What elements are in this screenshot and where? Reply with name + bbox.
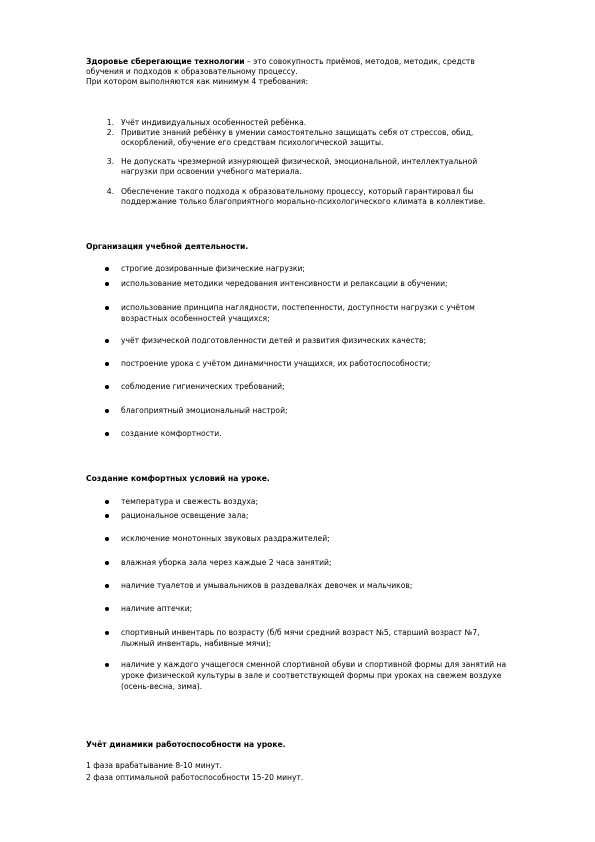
bullet-icon <box>105 306 109 310</box>
bullet-icon <box>105 537 109 541</box>
list-item: наличие туалетов и умывальников в раздевалках девочек и мальчиков; <box>121 581 413 590</box>
list-item: влажная уборка зала через каждые 2 часа занятий; <box>121 558 332 567</box>
requirement-text: Обеспечение такого подхода к образовательному процессу, который гарантировал бы <box>121 187 474 196</box>
bullet-icon <box>105 267 109 271</box>
requirement-number: 2. <box>106 128 114 137</box>
bullet-icon <box>105 409 109 413</box>
list-item: создание комфортности. <box>121 429 222 438</box>
bullet-icon <box>105 385 109 389</box>
bullet-icon <box>105 584 109 588</box>
intro-line-3: При котором выполняются как минимум 4 требования: <box>86 77 309 86</box>
section-heading-comfort: Создание комфортных условий на уроке. <box>86 474 270 483</box>
list-item: спортивный инвентарь по возрасту (б/б мячи средний возраст №5, старший возраст №7, <box>121 628 480 637</box>
list-item-continuation: уроке физической культуры в зале и соответствующей формы при уроках на свежем воздухе <box>121 671 502 680</box>
list-item: учёт физической подготовленности детей и развития физических качеств; <box>121 336 427 345</box>
requirement-number: 1. <box>106 118 114 127</box>
list-item: температура и свежесть воздуха; <box>121 497 259 506</box>
requirement-text: поддержание только благоприятного морально-психологического климата в коллективе. <box>121 197 486 206</box>
section-heading-dynamics: Учёт динамики работоспособности на уроке. <box>86 740 286 749</box>
bullet-icon <box>105 362 109 366</box>
list-item-continuation: возрастных особенностей учащихся; <box>121 314 270 323</box>
list-item: рациональное освещение зала; <box>121 511 249 520</box>
requirement-text: нагрузки при освоении учебного материала. <box>121 167 302 176</box>
bullet-icon <box>105 432 109 436</box>
section-heading-organization: Организация учебной деятельности. <box>86 242 249 251</box>
requirement-text: Привитие знаний ребёнку в умении самостоятельно защищать себя от стрессов, обид, <box>121 128 474 137</box>
intro-line-2: обучения и подходов к образовательному процессу. <box>86 67 298 76</box>
phase-line: 1 фаза врабатывание 8-10 минут. <box>86 761 222 770</box>
list-item: наличие у каждого учащегося сменной спортивной обуви и спортивной формы для занятий на <box>121 660 507 669</box>
bullet-icon <box>105 607 109 611</box>
intro-term: Здоровье сберегающие технологии <box>86 57 245 66</box>
intro-line-1 <box>86 57 475 67</box>
bullet-icon <box>105 500 109 504</box>
bullet-icon <box>105 561 109 565</box>
list-item: строгие дозированные физические нагрузки; <box>121 264 305 273</box>
list-item: использование методики чередования интенсивности и релаксации в обучении; <box>121 279 448 288</box>
list-item: благоприятный эмоциональный настрой; <box>121 406 288 415</box>
bullet-icon <box>105 282 109 286</box>
list-item: использование принципа наглядности, постепенности, доступности нагрузки с учётом <box>121 303 475 312</box>
list-item-continuation: лыжный инвентарь, набивные мячи); <box>121 639 272 648</box>
requirement-text: Не допускать чрезмерной изнуряющей физической, эмоциональной, интеллектуальной <box>121 157 478 166</box>
bullet-icon <box>105 631 109 635</box>
bullet-icon <box>105 663 109 667</box>
list-item: наличие аптечки; <box>121 604 193 613</box>
bullet-icon <box>105 339 109 343</box>
intro-definition: – это совокупность приёмов, методов, методик, средств <box>244 57 475 66</box>
bullet-icon <box>105 514 109 518</box>
list-item: построение урока с учётом динамичности учащихся, их работоспособности; <box>121 359 431 368</box>
list-item: соблюдение гигиенических требований; <box>121 382 285 391</box>
requirement-text: Учёт индивидуальных особенностей ребёнка. <box>121 118 307 127</box>
requirement-number: 4. <box>106 187 114 196</box>
requirement-text: оскорблений, обучение его средствам психологической защиты. <box>121 138 384 147</box>
phase-line: 2 фаза оптимальной работоспособности 15-20 минут. <box>86 773 304 782</box>
list-item-continuation: (осень-весна, зима). <box>121 682 203 691</box>
requirement-number: 3. <box>106 157 114 166</box>
list-item: исключение монотонных звуковых раздражителей; <box>121 534 330 543</box>
